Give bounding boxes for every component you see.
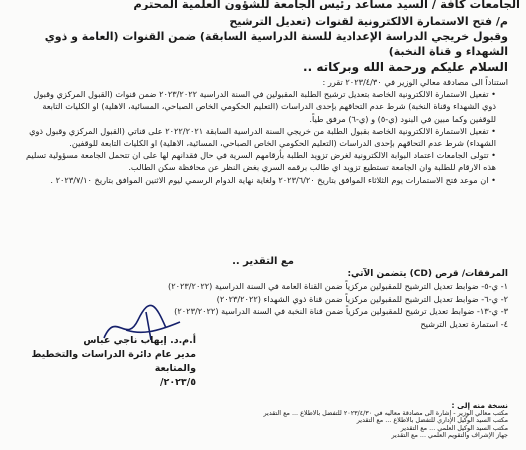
greeting: السلام عليكم ورحمة الله وبركاته ..: [303, 60, 508, 74]
attachment-item: ٣- ي-١٣- ضوابط تعديل ترشيح للمقبولين مركزياً ضمن قناة النخبة في السنة الدراسية (٢٠٢٣/٢٠٢٢): [174, 306, 508, 317]
item-4: • ان موعد فتح الاستمارات يوم الثلاثاء الموافق بتاريخ ٢٠٢٣/٦/٢٠ ولغاية نهاية الدوام الرسمي ليوم الاثنين الموافق بتاريخ ٢٠٢٣/٧/١٠ .: [50, 174, 496, 185]
signatory-title: مدير عام دائرة الدراسات والتخطيط والمتابعة: [31, 349, 196, 374]
cc-line: مكتب معالي الوزير - إشارة الى مصادقة معاليه في ٢٠٢٣/٤/٣٠ للتفضل بالاطلاع ... مع التقدير: [263, 408, 508, 417]
cc-line: جهاز الإشراف والتقويم العلمي ... مع التقدير: [391, 431, 508, 440]
letter-body: [20, 76, 508, 186]
item-3: • تتولى الجامعات اعتماد البوابة الالكترونية لغرض تزويد الطلبة بأرقامهم السرية في حال فقدانهم لها على ان تتحمل الجامعة مسؤولية تسليم هذه الارقام للطلبة وان الجامعة تستطيع تزويد اي طالب برقمه السري بغض النظر عن محافظة سكن الطالب.: [25, 150, 496, 173]
subject-line-1: م/ فتح الاستمارة الالكترونية لقنوات (تعديل الترشيح: [229, 15, 508, 28]
cc-line: مكتب السيد الوكيل الإداري للتفضل بالاطلاع ... مع التقدير: [356, 416, 508, 425]
attachment-item: ١- ي-٥- ضوابط تعديل الترشيح للمقبولين مركزياً ضمن القناة العامة في السنة الدراسية (٢٠٢٣/٢٠٢٢): [168, 281, 508, 292]
signature-date: ٢٠٢٣/٥/: [160, 377, 196, 388]
closing-text: مع التقدير ..: [232, 256, 294, 267]
signatory-name: أ.م.د. إيهاب ناجي عباس: [83, 335, 196, 346]
attachments-title: المرفقات/ قرص (CD) يتضمن الآتي:: [347, 269, 508, 279]
item-1: • تفعيل الاستمارة الالكترونية الخاصة بتعديل ترشيح الطلبة المقبولين في السنة الدراسية ٢٠٢٣/٢٠٢٢ ضمن قنوات (القبول المركزي وقبول ذوي الشهداء وقناة النخبة) شرط عدم التحاقهم بإحدى الدراسات (التعليم الحكومي الخاص الصباحي، المسائية، الاهلية) او الكليات التابعة للوقفين وكما مبين في البنود (ي-٥) و (ي-٦) مرفق طياً.: [33, 89, 496, 124]
subject-line-2: وقبول خريجي الدراسة الإعدادية للسنة الدراسية السابقة) ضمن القنوات (العامة و ذوي الشهداء و قناة النخبة): [44, 30, 508, 58]
signature-block: [16, 334, 196, 390]
cc-title: نسخة منه إلى :: [451, 401, 508, 410]
cc-line: مكتب السيد الوكيل العلمي ... مع التقدير: [400, 423, 508, 432]
cc-block: [28, 402, 508, 440]
addressee-line: الجامعات كافة / السيد مساعد رئيس الجامعة للشؤون العلمية المحترم: [133, 0, 520, 10]
attachment-item: ٢- ي-٦- ضوابط تعديل الترشيح للمقبولين مركزياً ضمن قناة ذوي الشهداء (٢٠٢٣/٢٠٢٢): [216, 293, 508, 304]
attachment-item: ٤- استمارة تعديل الترشيح: [420, 318, 508, 329]
intro-text: استناداً الى مصادقة معالي الوزير في ٢٠٢٣/٤/٣٠ تقرر :: [322, 77, 508, 87]
item-2: • تفعيل الاستمارة الالكترونية الخاصة بقبول الطلبة من خريجي السنة الدراسية السابقة ٢٠٢٢/٢٠٢١ على قناتي (القبول المركزي وقبول ذوي الشهداء) شرط عدم التحاقهم بإحدى الدراسات (التعليم الحكومي الخاص الصباحي، المسائية، الاهلية) او الكليات التابعة للوقفين.: [29, 125, 496, 149]
subject-block: [28, 14, 508, 59]
